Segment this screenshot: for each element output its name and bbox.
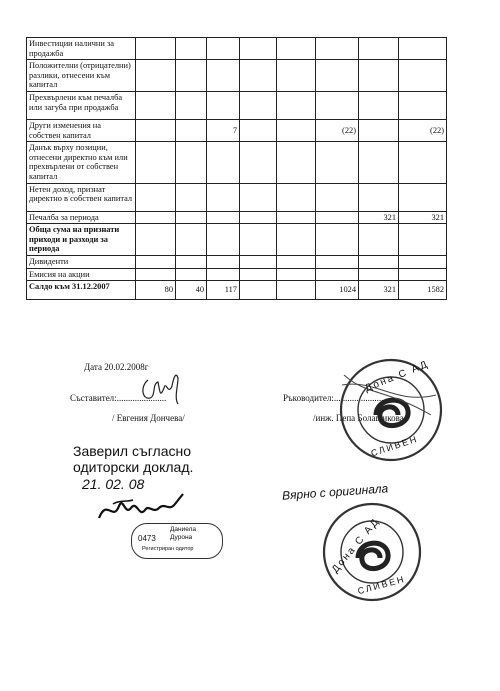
company-stamp-top-text: Дона С АД [363,358,431,395]
value-cell [207,268,240,281]
row-label: Положителни (отрицателни) разлики, отнесени към капитал [27,60,136,92]
value-cell [207,211,240,224]
value-cell [136,211,176,224]
value-cell: 321 [359,211,399,224]
value-cell [359,255,399,268]
value-cell [176,211,207,224]
manager-label: Ръководител:....................... [283,393,386,403]
table-row [27,91,447,119]
date-line: Дата 20.02.2008г [84,362,149,372]
value-cell: 117 [207,281,240,300]
value-cell: 7 [207,119,240,141]
value-cell [207,255,240,268]
table-row [27,224,447,256]
value-cell [316,211,359,224]
manager-name: /инж. Пепа Болашикова/ [313,413,407,423]
value-cell [316,60,359,92]
value-cell [277,60,316,92]
value-cell [240,281,277,300]
value-cell [240,255,277,268]
value-cell [240,211,277,224]
value-cell [136,119,176,141]
value-cell [277,183,316,211]
value-cell [277,91,316,119]
value-cell [240,224,277,256]
row-label: Дивиденти [27,255,136,268]
value-cell [399,91,447,119]
row-label: Печалба за периода [27,211,136,224]
value-cell: 40 [176,281,207,300]
value-cell [399,183,447,211]
value-cell [240,60,277,92]
auditor-signature [93,488,188,528]
equity-table [26,37,447,300]
value-cell [240,119,277,141]
row-label: Прехвърлени към печалба или загуба при продажба [27,91,136,119]
compiler-name: / Евгения Дончева/ [112,413,185,423]
value-cell [316,183,359,211]
table-row [27,60,447,92]
value-cell [207,60,240,92]
row-label: Инвестиции налични за продажба [27,38,136,60]
value-cell [399,38,447,60]
auditor-stamp: 0473 Даниела Дурона Регистриран одитор [131,523,223,559]
row-label: Данък върху позиции, отнесени директно към или прехвърлени от собствен капитал [27,142,136,183]
value-cell [176,60,207,92]
value-cell [240,142,277,183]
value-cell [359,183,399,211]
value-cell: (22) [399,119,447,141]
value-cell [136,255,176,268]
table-row [27,255,447,268]
company-stamp-bottom-text: Дона С АД [329,515,383,576]
value-cell: (22) [316,119,359,141]
value-cell [240,91,277,119]
value-cell [399,255,447,268]
value-cell [240,183,277,211]
value-cell [277,211,316,224]
row-label: Емисия на акции [27,268,136,281]
value-cell [359,142,399,183]
table-row [27,211,447,224]
value-cell [316,91,359,119]
value-cell [399,268,447,281]
table-row [27,142,447,183]
compiler-label: Съставител:...................... [70,393,167,403]
value-cell [176,91,207,119]
auditor-note-line1: Заверил съгласно [73,443,191,459]
value-cell [176,38,207,60]
row-label: Салдо към 31.12.2007 [27,281,136,300]
value-cell [359,60,399,92]
value-cell [176,142,207,183]
handwritten-note: Вярно с оригинала [281,481,389,503]
value-cell [399,60,447,92]
value-cell [207,91,240,119]
value-cell [277,38,316,60]
value-cell [277,142,316,183]
value-cell: 321 [359,281,399,300]
value-cell [207,142,240,183]
table-row [27,281,447,300]
value-cell [316,268,359,281]
value-cell [399,224,447,256]
value-cell [277,255,316,268]
value-cell [176,224,207,256]
value-cell: 80 [136,281,176,300]
value-cell [316,38,359,60]
value-cell [207,183,240,211]
company-stamp-bottom-city: СЛИВЕН [356,573,407,597]
value-cell [176,183,207,211]
value-cell [316,142,359,183]
value-cell [316,224,359,256]
value-cell [176,119,207,141]
value-cell [136,268,176,281]
table-row [27,38,447,60]
company-stamp-top-city: СЛИВЕН [369,433,420,459]
value-cell [359,38,399,60]
value-cell [359,91,399,119]
value-cell [176,255,207,268]
value-cell [316,255,359,268]
value-cell [359,268,399,281]
table-row [27,268,447,281]
compiler-signature [138,368,188,408]
value-cell [136,183,176,211]
value-cell [399,142,447,183]
value-cell [136,142,176,183]
value-cell [359,224,399,256]
value-cell [207,224,240,256]
row-label: Обща сума на признати приходи и разходи за периода [27,224,136,256]
value-cell: 1582 [399,281,447,300]
auditor-note-date: 21. 02. 08 [82,476,145,492]
value-cell [136,60,176,92]
value-cell: 1024 [316,281,359,300]
value-cell [277,281,316,300]
value-cell [136,91,176,119]
value-cell [176,268,207,281]
value-cell: 321 [399,211,447,224]
row-label: Нетен доход, признат директно в собствен капитал [27,183,136,211]
row-label: Други изменения на собствен капитал [27,119,136,141]
value-cell [277,224,316,256]
value-cell [277,268,316,281]
value-cell [207,38,240,60]
value-cell [136,224,176,256]
auditor-note-line2: одиторски доклад. [73,459,194,475]
value-cell [359,119,399,141]
value-cell [240,268,277,281]
value-cell [240,38,277,60]
table-row [27,119,447,141]
value-cell [136,38,176,60]
table-row [27,183,447,211]
value-cell [277,119,316,141]
